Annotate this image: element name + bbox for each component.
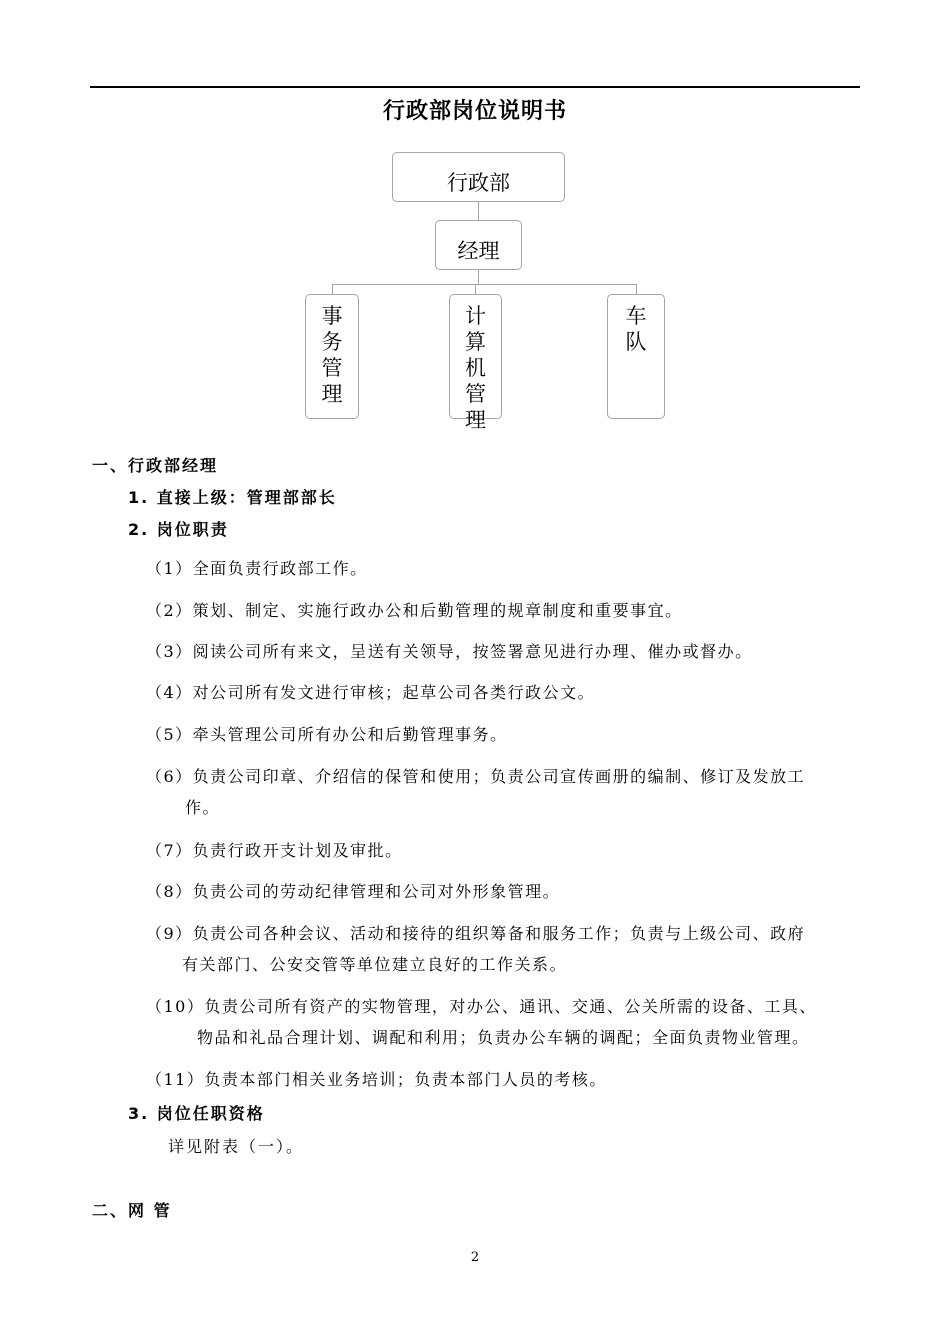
duty-item: （10）负责公司所有资产的实物管理，对办公、通讯、交通、公关所需的设备、工具、 [146, 997, 817, 1016]
duty-item-continued: 物品和礼品合理计划、调配和利用；负责办公车辆的调配；全面负责物业管理。 [197, 1028, 810, 1047]
connector-line [332, 284, 636, 285]
connector-line [478, 202, 479, 220]
org-node-char: 理 [321, 382, 343, 406]
duty-item-continued: 有关部门、公安交管等单位建立良好的工作关系。 [182, 955, 568, 974]
duty-item: （4）对公司所有发文进行审核；起草公司各类行政公文。 [146, 683, 596, 702]
duty-item: （5）牵头管理公司所有办公和后勤管理事务。 [146, 725, 508, 744]
connector-line [478, 270, 479, 284]
subheading-duties: 2. 岗位职责 [128, 520, 229, 539]
page-title: 行政部岗位说明书 [382, 99, 567, 124]
org-node-char: 管 [465, 382, 486, 406]
section-heading: 二、网 管 [92, 1201, 172, 1220]
duty-item: （6）负责公司印章、介绍信的保管和使用；负责公司宣传画册的编制、修订及发放工 [146, 767, 806, 786]
connector-line [636, 284, 637, 294]
org-node-char: 机 [465, 356, 486, 380]
connector-line [332, 284, 333, 294]
duty-item: （3）阅读公司所有来文，呈送有关领导，按签署意见进行办理、催办或督办。 [146, 642, 753, 661]
org-node-computer [449, 294, 502, 432]
subheading-superior: 1. 直接上级：管理部部长 [128, 488, 337, 507]
duty-item: （9）负责公司各种会议、活动和接待的组织筹备和服务工作；负责与上级公司、政府 [146, 924, 806, 943]
duty-item: （11）负责本部门相关业务培训；负责本部门人员的考核。 [146, 1070, 607, 1089]
org-node-char: 事 [321, 304, 343, 328]
org-node-char: 管 [321, 356, 343, 380]
org-node-char: 计 [465, 304, 486, 328]
org-node-char: 算 [465, 330, 486, 354]
page-number: 2 [470, 1250, 480, 1265]
section-heading: 一、行政部经理 [92, 456, 219, 475]
org-node-char: 队 [625, 330, 647, 354]
org-node-manager: 经理 [435, 220, 522, 270]
subheading-qualifications: 3. 岗位任职资格 [128, 1104, 265, 1123]
duty-item: （1）全面负责行政部工作。 [146, 559, 368, 578]
org-node-fleet [607, 294, 665, 419]
qualification-detail: 详见附表（一）。 [168, 1137, 305, 1156]
connector-line [475, 284, 476, 294]
top-rule [90, 86, 860, 88]
org-node-dept: 行政部 [392, 152, 565, 202]
duty-item: （8）负责公司的劳动纪律管理和公司对外形象管理。 [146, 882, 561, 901]
duty-item-continued: 作。 [185, 798, 221, 817]
org-node-char: 务 [321, 330, 343, 354]
duty-item: （2）策划、制定、实施行政办公和后勤管理的规章制度和重要事宜。 [146, 601, 683, 620]
org-node-affairs [305, 294, 359, 419]
org-node-char: 理 [465, 408, 486, 432]
duty-item: （7）负责行政开支计划及审批。 [146, 841, 403, 860]
org-node-char: 车 [625, 304, 647, 328]
